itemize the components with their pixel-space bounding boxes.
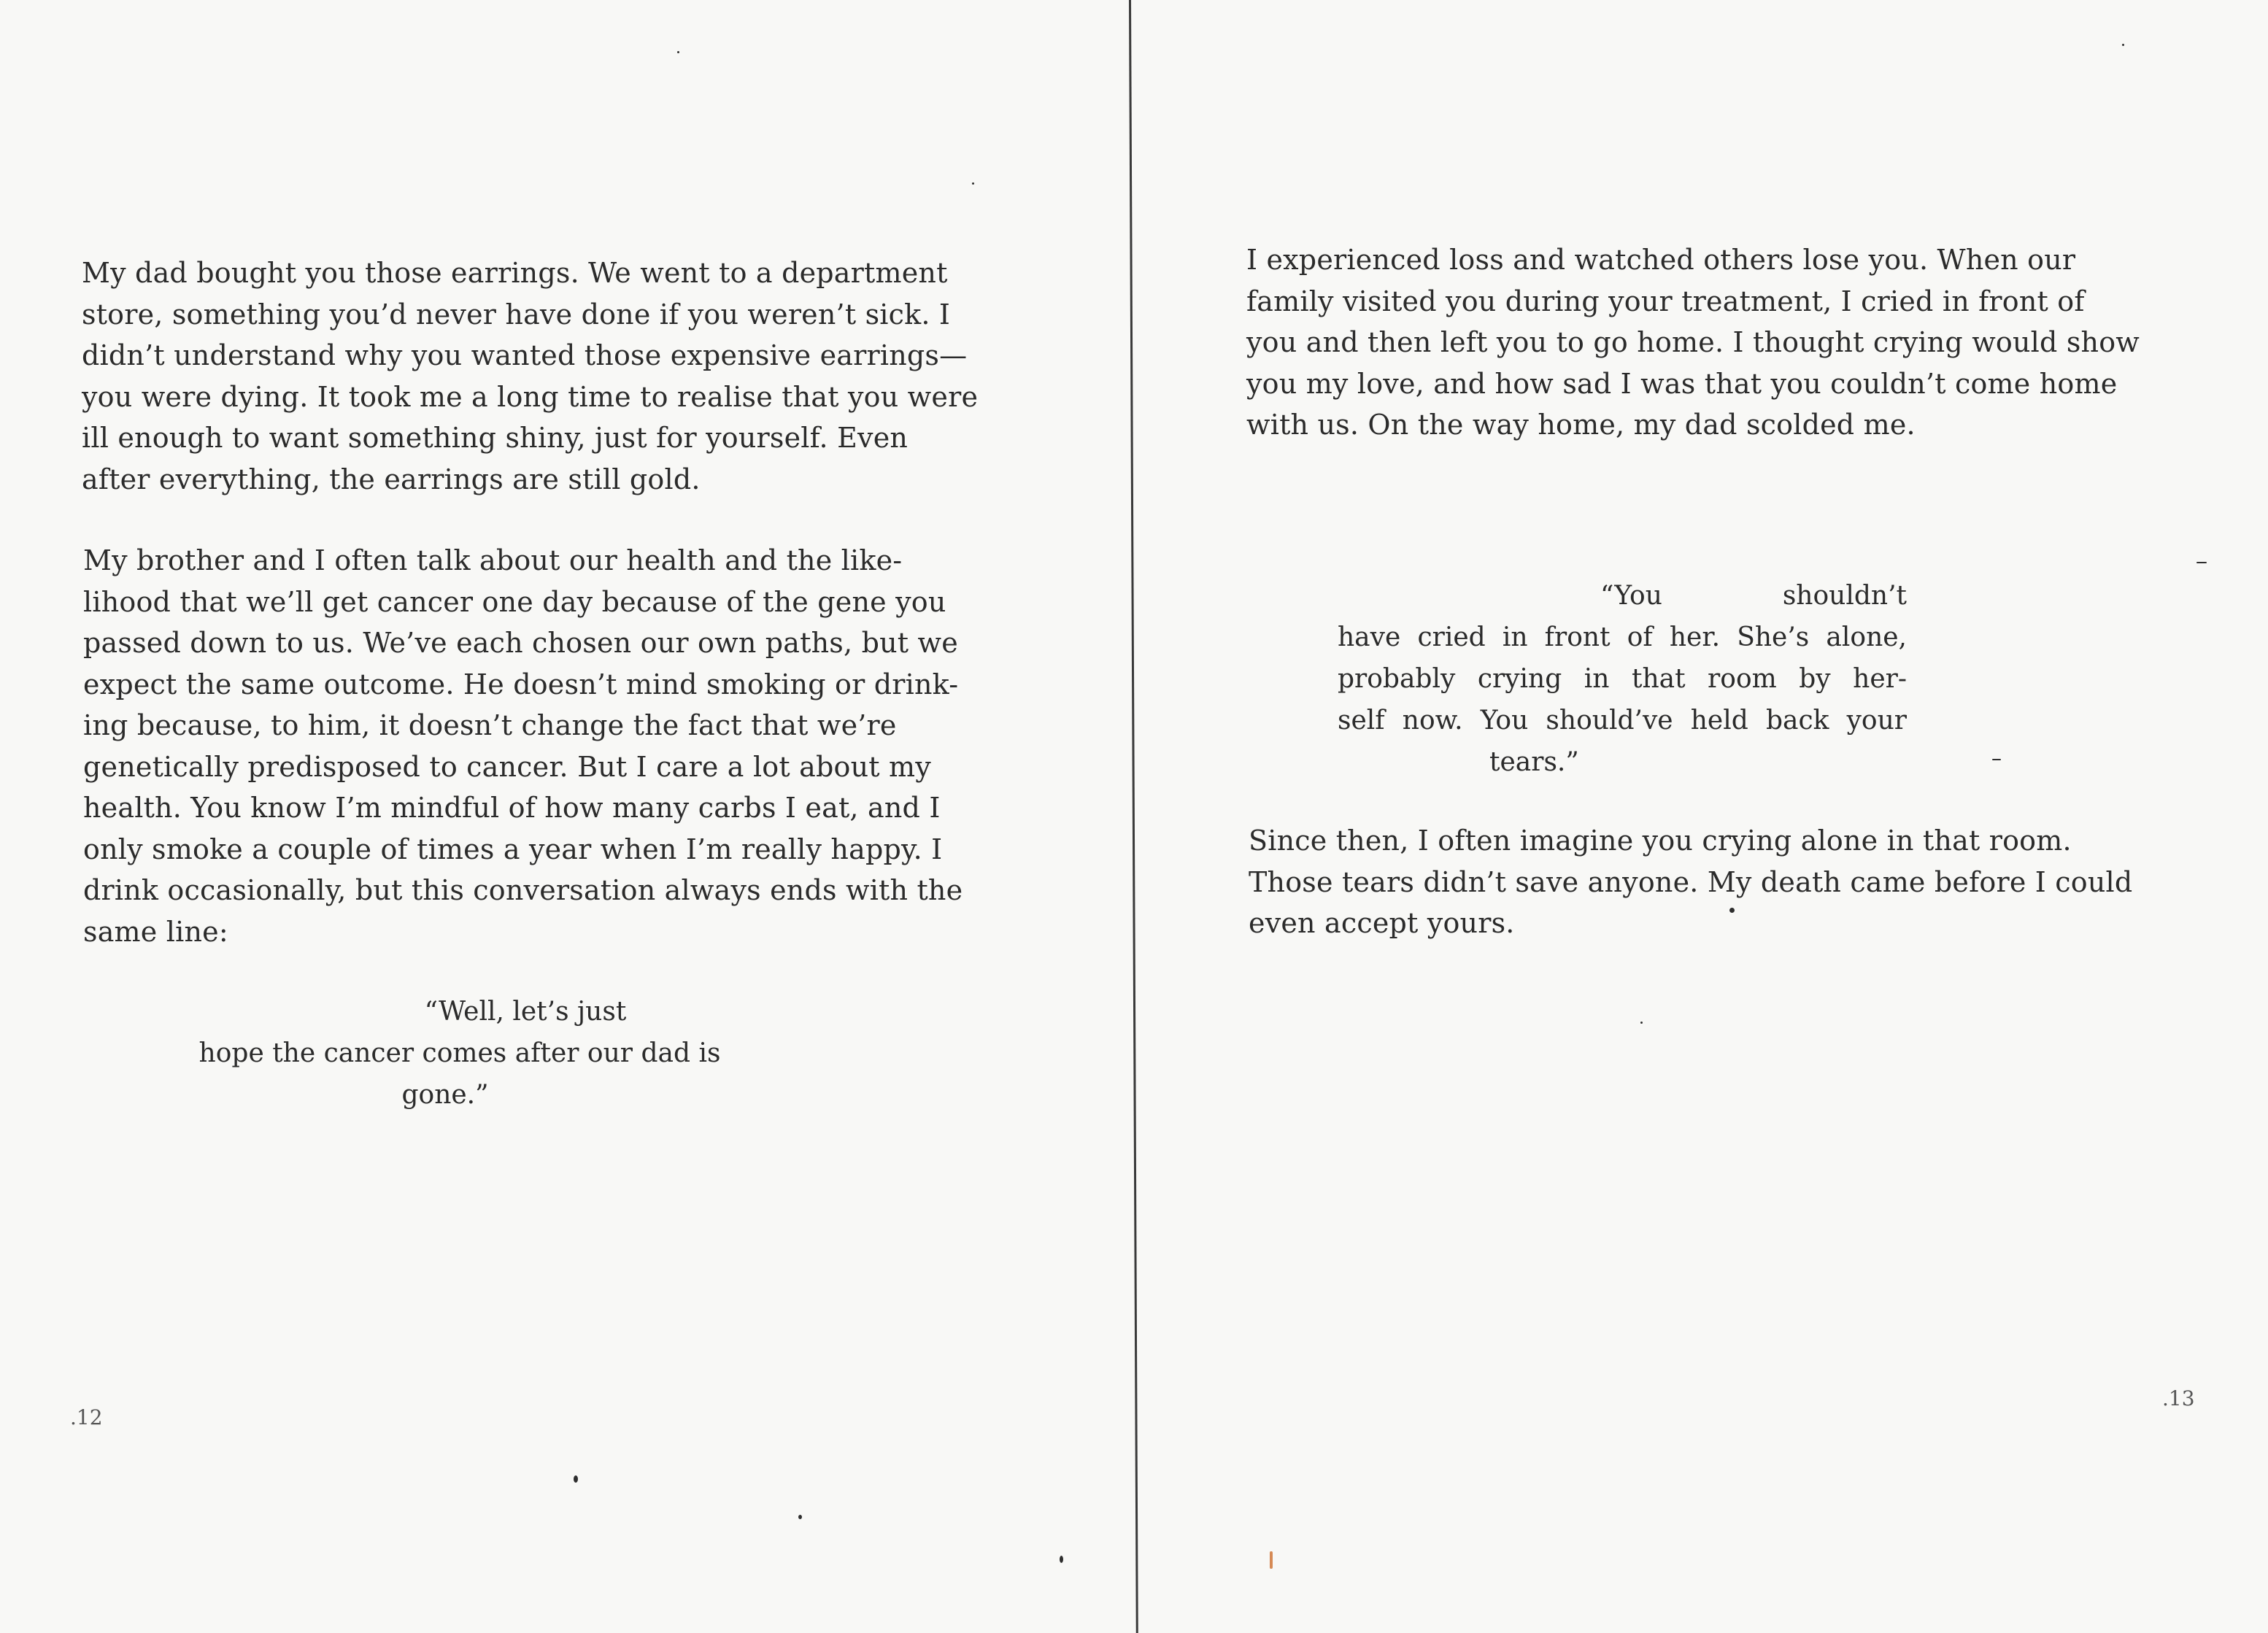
scan-speck	[1640, 1022, 1643, 1024]
right-paragraph-loss: I experienced loss and watched others lose you. When our family visited you during your treatment, I cried in front of you and then left you to go home. I thought crying would show you my love, and how sad I was that you couldn’t come home with us. On the way home, my dad scolded me.	[1246, 244, 2140, 441]
right-page	[1132, 0, 2268, 1633]
scan-speck	[1270, 1551, 1273, 1569]
scan-speck	[798, 1515, 802, 1519]
right-quote-line-1: “You shouldn’t	[1600, 581, 1907, 611]
scan-speck	[1992, 759, 2001, 760]
right-quote-line-5: tears.”	[1489, 747, 1579, 777]
left-quote-line-3: gone.”	[401, 1080, 489, 1110]
right-quote-line-2: have cried in front of her. She’s alone,	[1338, 622, 1907, 652]
scan-speck	[972, 182, 974, 185]
left-quote	[197, 991, 722, 1116]
left-quote-line-2: hope the cancer comes after our dad is	[198, 1038, 721, 1068]
right-paragraph-since-then: Since then, I often imagine you crying alone in that room. Those tears didn’t save anyone. My death came before I could even accept yours.	[1249, 825, 2133, 939]
scan-speck	[2122, 44, 2124, 46]
right-quote	[1338, 575, 1907, 783]
scan-speck	[1729, 908, 1735, 913]
scan-speck	[1060, 1556, 1063, 1563]
right-quote-line-4: self now. You should’ve held back your	[1338, 706, 1907, 736]
scan-speck	[2196, 562, 2207, 563]
scan-speck	[677, 51, 679, 53]
left-page	[0, 0, 1129, 1633]
page-number-left: .12	[70, 1405, 103, 1429]
page-number-right: .13	[2162, 1386, 2195, 1410]
right-quote-line-3: probably crying in that room by her-	[1338, 664, 1907, 694]
left-paragraph-health: My brother and I often talk about our health and the like- lihood that we’ll get cancer one day because of the gene you passed down to us. We’ve each chosen our own paths, but we expect the same outcome. He doesn’t mind smoking or drink- ing because, to him, it doesn’t change the fact that we’re genetically predisposed to cancer. But I care a lot about my health. You know I’m mindful of how many carbs I eat, and I only smoke a couple of times a year when I’m really happy. I drink occasionally, but this conversation always ends with the same line:	[83, 544, 963, 948]
left-quote-line-1: “Well, let’s just	[424, 997, 627, 1027]
left-paragraph-earrings: My dad bought you those earrings. We went to a department store, something you’d never have done if you weren’t sick. I didn’t understand why you wanted those expensive earrings— you were dying. It took me a long time to realise that you were ill enough to want something shiny, just for yourself. Even after everything, the earrings are still gold.	[82, 257, 979, 495]
scan-speck	[574, 1475, 578, 1483]
